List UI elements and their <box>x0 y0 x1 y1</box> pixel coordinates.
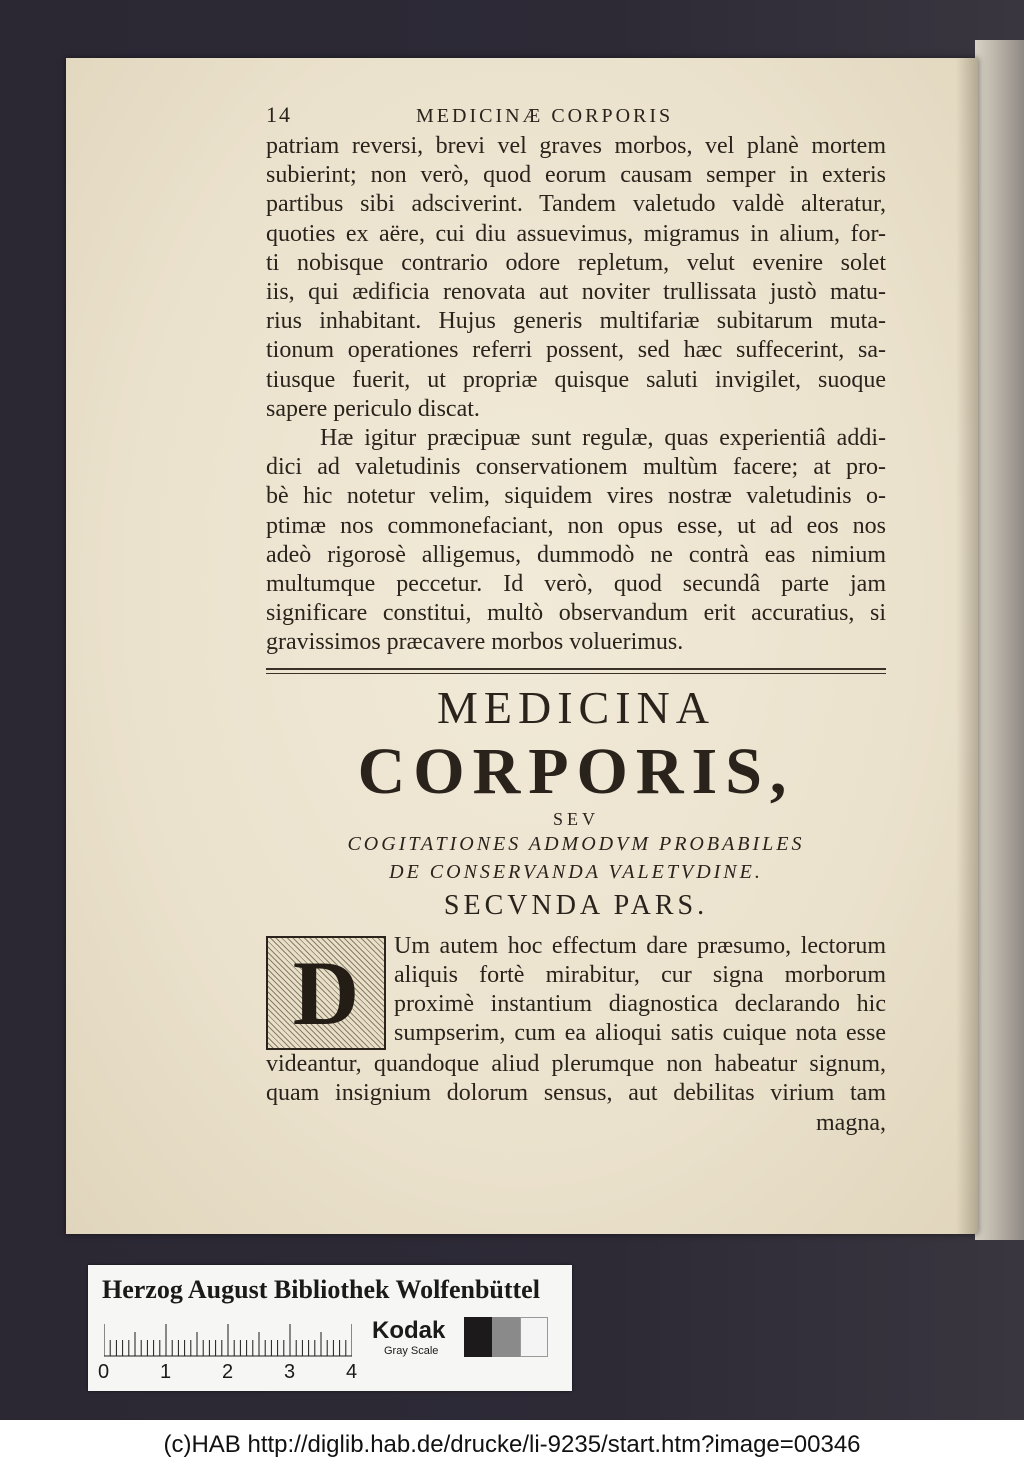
text-line: Hæ igitur præcipuæ sunt regulæ, quas experientiâ addi- <box>320 425 886 452</box>
text-line: ptimæ nos commonefaciant, non opus esse, ut ad eos nos <box>266 512 886 539</box>
running-title: MEDICINÆ CORPORIS <box>416 105 674 127</box>
part-title: SECVNDA PARS. <box>443 889 709 921</box>
text-line: bè hic notetur velim, siquidem vires nostræ valetudinis o- <box>266 483 886 510</box>
kodak-logo: Kodak <box>372 1317 446 1344</box>
gray-swatch-light <box>520 1317 548 1357</box>
opening-paragraph <box>266 932 886 1050</box>
section-title-line1: MEDICINA <box>437 681 715 733</box>
page-text <box>266 102 886 1138</box>
decorated-initial <box>266 936 386 1050</box>
library-name: Herzog August Bibliothek Wolfenbüttel <box>102 1275 540 1304</box>
ruler-digits <box>98 1361 358 1385</box>
text-line: tionum operationes referri possent, sed hæc suffecerint, sa- <box>266 337 886 364</box>
section-subtitle: DE CONSERVANDA VALETVDINE. <box>389 860 763 883</box>
copyright-footer: (c)HAB http://diglib.hab.de/drucke/li-9235/start.htm?image=00346 <box>0 1420 1024 1469</box>
text-line: patriam reversi, brevi vel graves morbos, vel planè mortem <box>266 133 886 159</box>
page-gutter-shadow <box>956 58 978 1234</box>
text-line: quoties ex aëre, cui diu assuevimus, migramus in alium, for- <box>266 220 886 247</box>
text-line: Um autem hoc effectum dare præsumo, lectorum <box>394 932 886 959</box>
text-line: sapere periculo discat. <box>266 395 480 422</box>
initial-letter: D <box>292 941 360 1044</box>
color-target-label <box>88 1265 572 1391</box>
text-line: gravissimos præcavere morbos voluerimus. <box>266 629 684 656</box>
ruler-digit: 1 <box>160 1361 172 1383</box>
text-line: rius inhabitant. Hujus generis multifariæ subitarum muta- <box>266 308 886 335</box>
ruler-digit: 0 <box>98 1361 110 1383</box>
text-line: adeò rigorosè alligemus, dummodò ne contrà eas nimium <box>266 541 886 568</box>
gray-swatch-dark <box>464 1317 492 1357</box>
text-line: quam insignium dolorum sensus, aut debilitas virium tam <box>266 1079 886 1106</box>
gray-scale-caption: Gray Scale <box>384 1345 439 1357</box>
text-line: subierint; non verò, quod eorum causam semper in exteris <box>266 162 886 189</box>
ruler-digit: 4 <box>346 1361 358 1383</box>
text-line: significare constitui, multò observandum erit accuratius, si <box>266 600 886 627</box>
section-subtitle: COGITATIONES ADMODVM PROBABILES <box>347 832 805 855</box>
running-head <box>266 102 886 132</box>
next-page-edge <box>975 40 1024 1240</box>
text-line: iis, qui ædificia renovata aut noviter trullissata justò matu- <box>266 279 886 306</box>
ruler-digit: 3 <box>284 1361 296 1383</box>
initial-lines <box>394 932 886 1050</box>
text-line: dici ad valetudinis conservationem multùm facere; at pro- <box>266 454 886 481</box>
text-line: ti nobisque contrario odore repletum, velut evenire solet <box>266 249 886 276</box>
text-line: videantur, quandoque aliud plerumque non habeatur signum, <box>266 1050 886 1077</box>
text-line: multumque peccetur. Id verò, quod secundâ parte jam <box>266 571 886 598</box>
book-page <box>66 58 978 1234</box>
text-line: sumpserim, cum ea alioqui satis cuique nota esse <box>394 1020 886 1047</box>
section-title-line2: CORPORIS, <box>357 734 795 808</box>
text-line: partibus sibi adsciverint. Tandem valetudo valdè alteratur, <box>266 191 886 218</box>
section-rule <box>266 668 886 674</box>
page-number: 14 <box>266 102 292 127</box>
catchword: magna, <box>816 1110 886 1137</box>
text-line: tiusque fuerit, ut propriæ quisque saluti invigilet, suoque <box>266 366 886 393</box>
gray-swatch-mid <box>492 1317 520 1357</box>
ruler-digit: 2 <box>222 1361 234 1383</box>
ruler-scale <box>104 1323 352 1357</box>
text-line: aliquis fortè mirabitur, cur signa morborum <box>394 961 886 988</box>
section-title-sev: SEV <box>552 808 599 829</box>
text-line: proximè instantium diagnostica declarando hic <box>394 991 886 1018</box>
